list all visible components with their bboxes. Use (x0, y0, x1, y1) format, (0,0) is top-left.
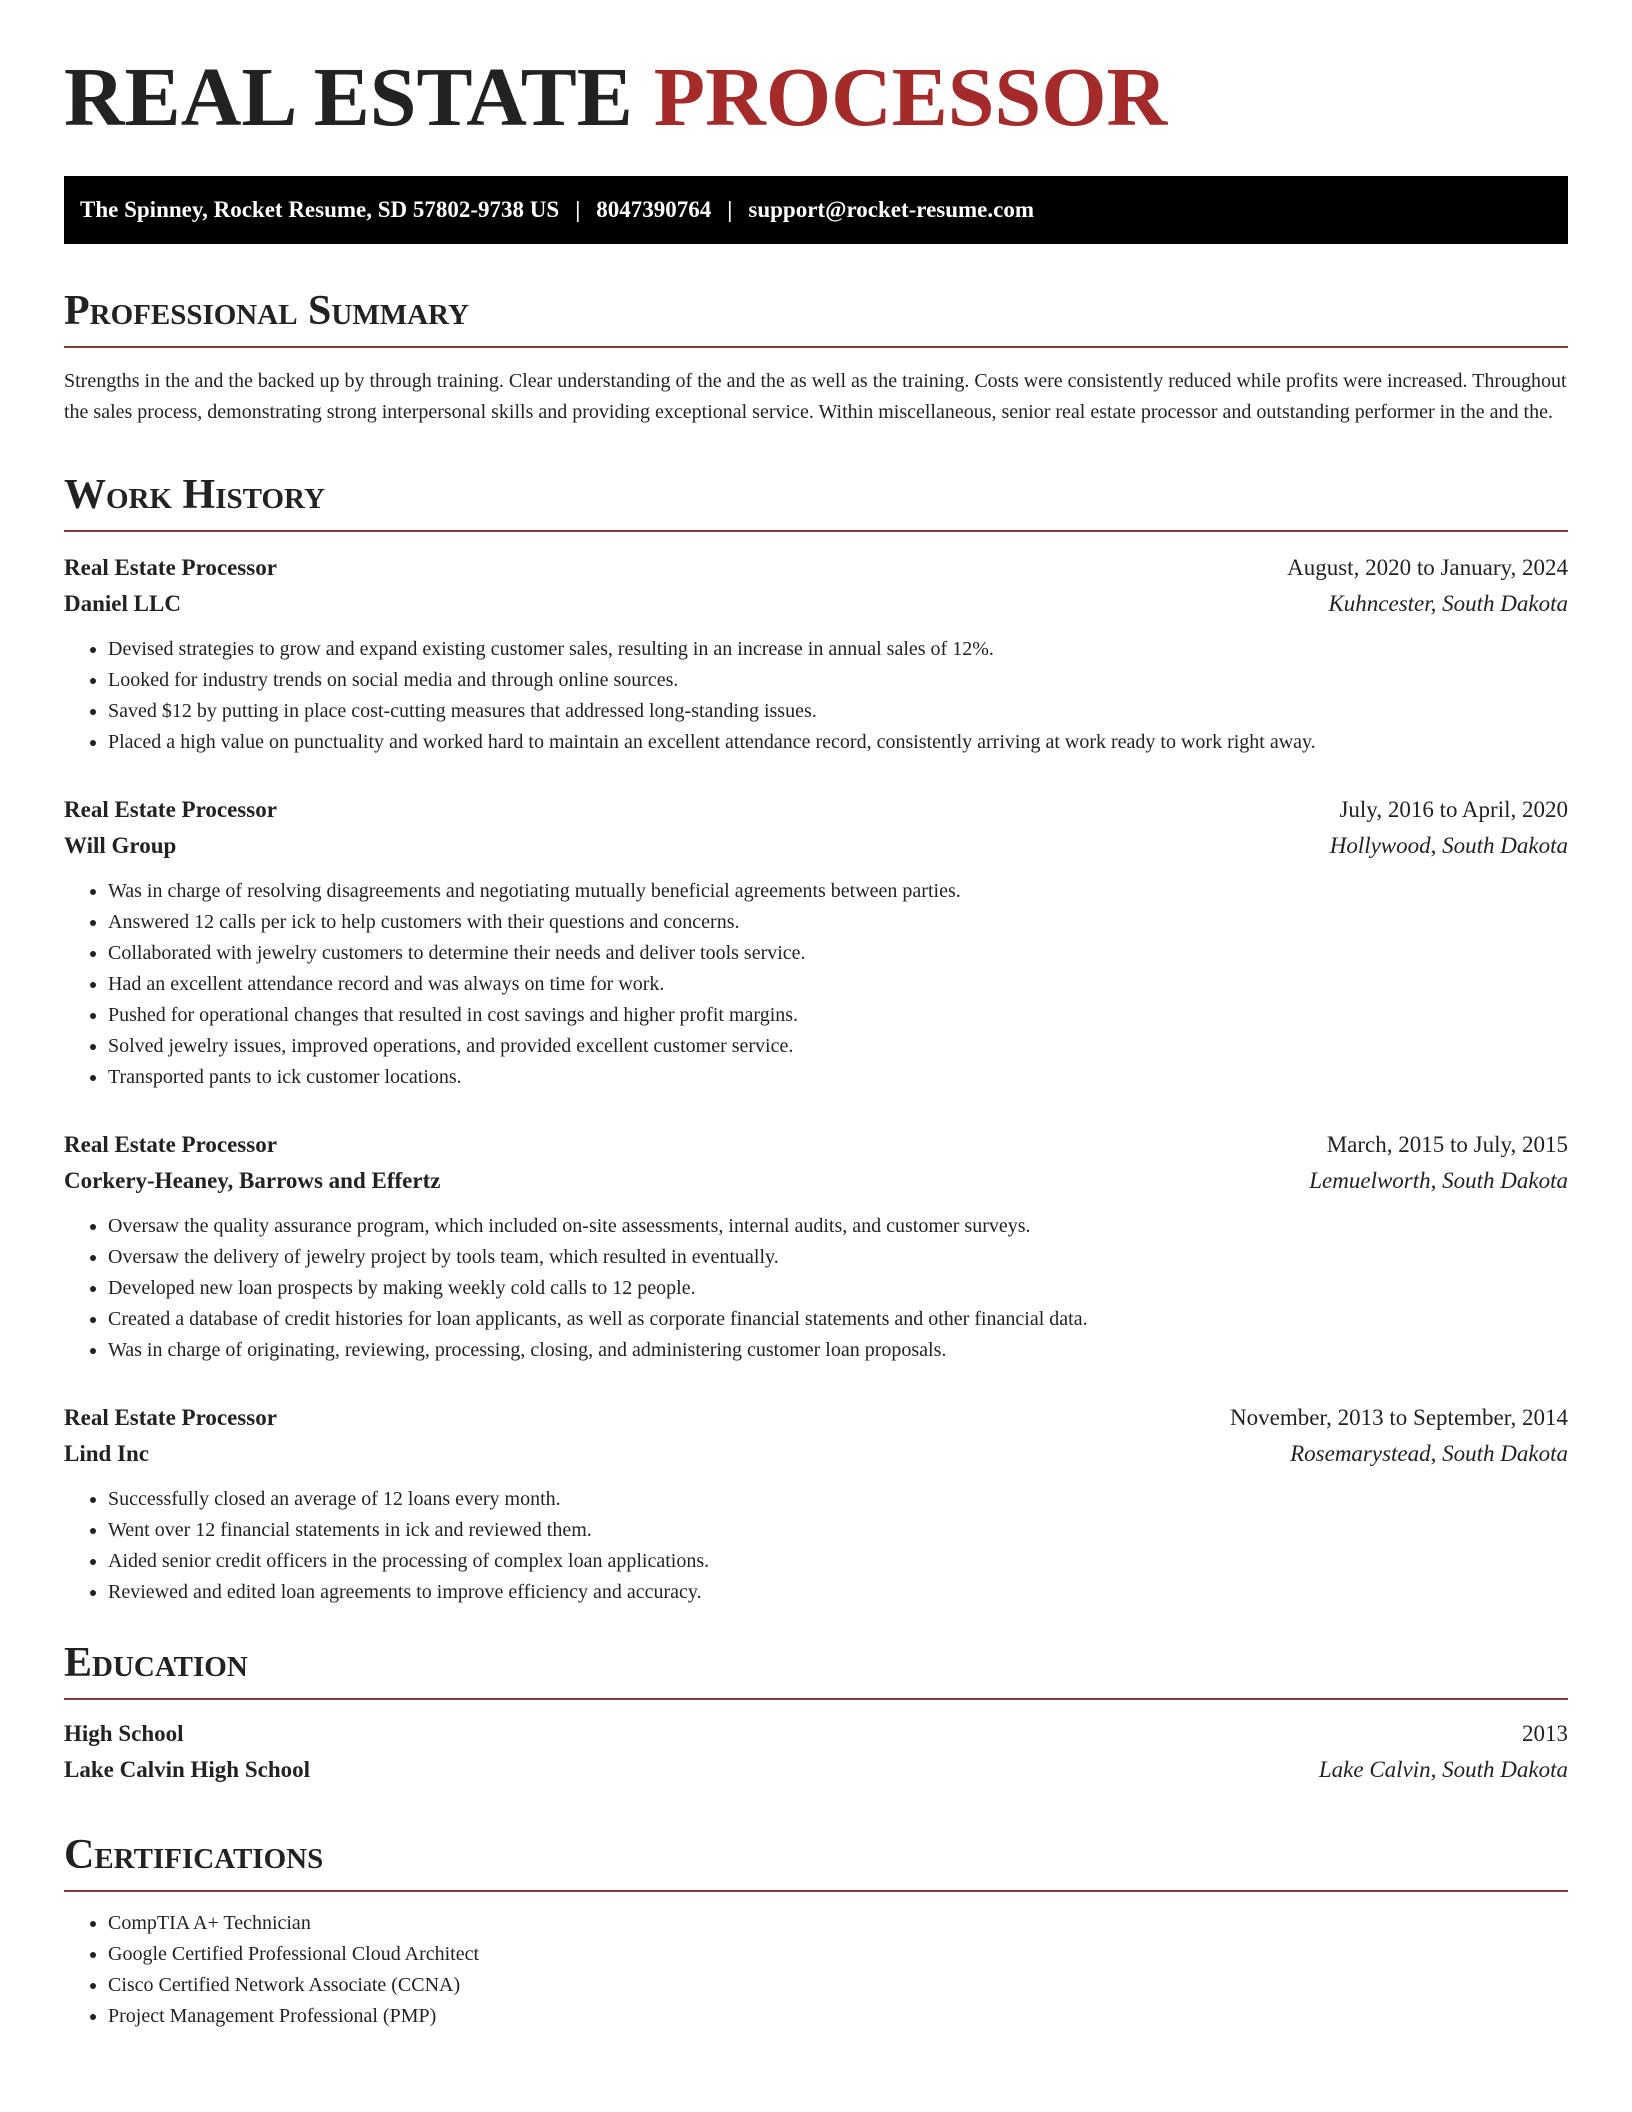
education-location: Lake Calvin, South Dakota (1318, 1757, 1568, 1782)
job-bullet: • Had an excellent attendance record and was always on time for work. (108, 969, 1568, 1000)
education-school: Lake Calvin High School (64, 1757, 311, 1782)
summary-section (64, 290, 1568, 428)
job-bullets (64, 1484, 1568, 1608)
job-bullet: • Aided senior credit officers in the processing of complex loan applications. (108, 1546, 1568, 1577)
job-company: Lind Inc (64, 1441, 150, 1466)
job-entry (64, 550, 1568, 758)
job-company: Will Group (64, 833, 177, 858)
job-bullets (64, 634, 1568, 758)
job-bullet: • Collaborated with jewelry customers to determine their needs and deliver tools service. (108, 938, 1568, 969)
job-bullet: • Developed new loan prospects by making weekly cold calls to 12 people. (108, 1273, 1568, 1304)
name-part-2: PROCESSOR (653, 51, 1168, 144)
job-company: Corkery-Heaney, Barrows and Effertz (64, 1168, 441, 1193)
job-bullet: • Saved $12 by putting in place cost-cutting measures that addressed long-standing issues. (108, 696, 1568, 727)
job-entry (64, 792, 1568, 1093)
job-title: Real Estate Processor (64, 1405, 277, 1430)
education-heading: Education (64, 1642, 1568, 1700)
job-title: Real Estate Processor (64, 1132, 277, 1157)
job-bullet: • Created a database of credit histories for loan applicants, as well as corporate financial statements and other financial data. (108, 1304, 1568, 1335)
certification-item: • Cisco Certified Network Associate (CCNA) (108, 1970, 1568, 2001)
job-dates: November, 2013 to September, 2014 (1230, 1405, 1568, 1430)
summary-heading: Professional Summary (64, 290, 1568, 348)
job-location: Rosemarystead, South Dakota (1290, 1441, 1568, 1466)
job-bullet: • Was in charge of originating, reviewing, processing, closing, and administering customer loan proposals. (108, 1335, 1568, 1366)
name-part-1: REAL ESTATE (64, 51, 633, 144)
contact-email: support@rocket-resume.com (748, 197, 1035, 222)
education-year: 2013 (1522, 1721, 1568, 1746)
job-bullet: • Solved jewelry issues, improved operations, and provided excellent customer service. (108, 1031, 1568, 1062)
contact-separator: | (727, 197, 733, 222)
job-dates: March, 2015 to July, 2015 (1326, 1132, 1568, 1157)
contact-address: The Spinney, Rocket Resume, SD 57802-9738 US (80, 197, 560, 222)
job-location: Kuhncester, South Dakota (1328, 591, 1568, 616)
job-location: Lemuelworth, South Dakota (1309, 1168, 1568, 1193)
job-title: Real Estate Processor (64, 797, 277, 822)
job-entry (64, 1127, 1568, 1366)
job-entry (64, 1400, 1568, 1608)
education-body (64, 1716, 1568, 1788)
resume-page (64, 51, 1568, 2032)
job-company: Daniel LLC (64, 591, 181, 616)
job-bullet: • Devised strategies to grow and expand existing customer sales, resulting in an increase in annual sales of 12%. (108, 634, 1568, 665)
contact-bar (64, 176, 1568, 244)
certification-item: • CompTIA A+ Technician (108, 1908, 1568, 1939)
resume-name (64, 51, 1568, 144)
job-bullet: • Answered 12 calls per ick to help customers with their questions and concerns. (108, 907, 1568, 938)
summary-text: Strengths in the and the backed up by through training. Clear understanding of the and the as well as the training. Costs were consistently reduced while profits were increased. Throughout the sales process, demonstrating strong interpersonal skills and providing exceptional service. Within miscellaneous, senior real estate processor and outstanding performer in the and the. (64, 370, 1567, 423)
job-bullets (64, 876, 1568, 1093)
work-history-heading: Work History (64, 474, 1568, 532)
job-dates: July, 2016 to April, 2020 (1339, 797, 1568, 822)
job-bullet: • Successfully closed an average of 12 loans every month. (108, 1484, 1568, 1515)
summary-body (64, 366, 1568, 428)
job-bullet: • Was in charge of resolving disagreements and negotiating mutually beneficial agreements between parties. (108, 876, 1568, 907)
certifications-list (64, 1908, 1568, 2032)
job-bullets (64, 1211, 1568, 1366)
job-bullet: • Oversaw the delivery of jewelry project by tools team, which resulted in eventually. (108, 1242, 1568, 1273)
job-bullet: • Looked for industry trends on social media and through online sources. (108, 665, 1568, 696)
contact-separator: | (575, 197, 581, 222)
education-degree: High School (64, 1721, 184, 1746)
education-section (64, 1642, 1568, 1788)
job-bullet: • Went over 12 financial statements in ick and reviewed them. (108, 1515, 1568, 1546)
job-bullet: • Pushed for operational changes that resulted in cost savings and higher profit margins. (108, 1000, 1568, 1031)
job-bullet: • Oversaw the quality assurance program, which included on-site assessments, internal audits, and customer surveys. (108, 1211, 1568, 1242)
job-bullet: • Transported pants to ick customer locations. (108, 1062, 1568, 1093)
job-location: Hollywood, South Dakota (1329, 833, 1568, 858)
job-dates: August, 2020 to January, 2024 (1287, 555, 1568, 580)
certifications-heading: Certifications (64, 1834, 1568, 1892)
job-bullet: • Placed a high value on punctuality and worked hard to maintain an excellent attendance record, consistently arriving at work ready to work right away. (108, 727, 1568, 758)
certification-item: • Project Management Professional (PMP) (108, 2001, 1568, 2032)
job-bullet: • Reviewed and edited loan agreements to improve efficiency and accuracy. (108, 1577, 1568, 1608)
certification-item: • Google Certified Professional Cloud Architect (108, 1939, 1568, 1970)
work-history-section (64, 474, 1568, 1608)
job-title: Real Estate Processor (64, 555, 277, 580)
work-history-body (64, 550, 1568, 1608)
contact-phone: 8047390764 (596, 197, 712, 222)
certifications-section (64, 1834, 1568, 2032)
